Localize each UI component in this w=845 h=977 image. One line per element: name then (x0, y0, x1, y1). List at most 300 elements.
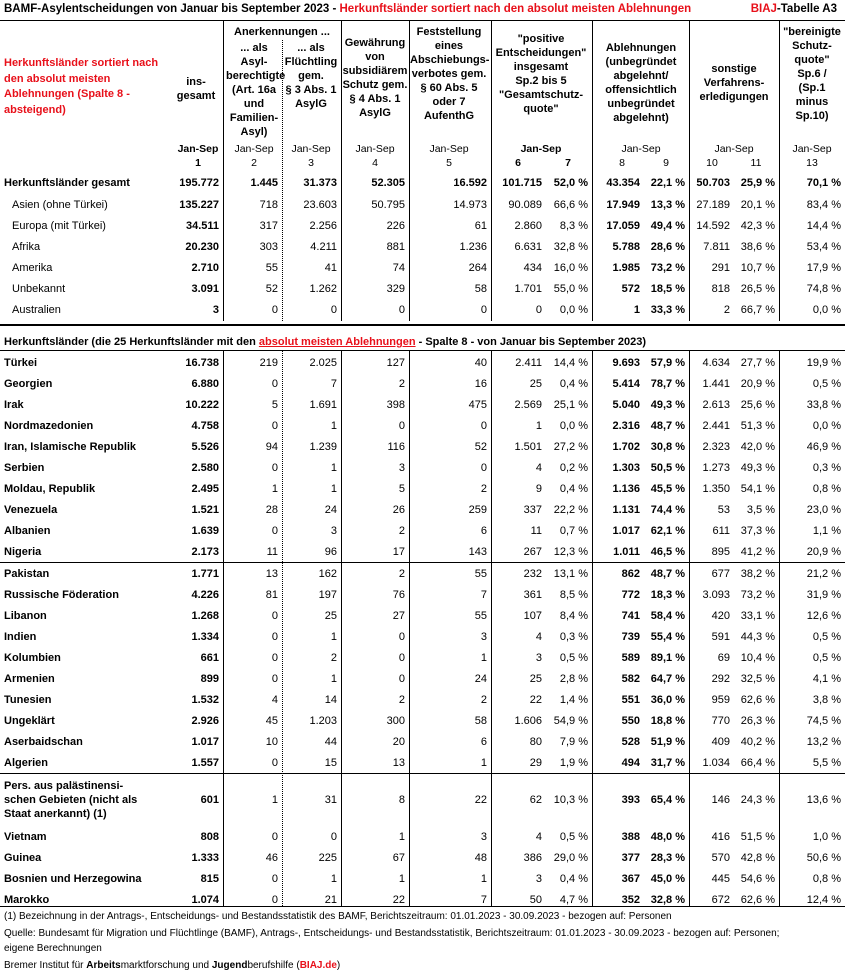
cell-c4: 22 (392, 893, 405, 906)
cell-c9: 28,6 % (650, 240, 685, 253)
cell-c1: 808 (200, 830, 219, 843)
cell-c13: 0,0 % (812, 419, 841, 432)
cell-c5: 16.592 (453, 177, 487, 189)
cell-c3: 1 (330, 672, 337, 685)
cell-c4: 52.305 (371, 177, 405, 189)
cell-c6: 3 (535, 651, 542, 664)
cell-c7: 22,2 % (553, 503, 588, 516)
column-number: 11 (750, 157, 762, 169)
cell-c6: 1.701 (514, 282, 542, 295)
cell-c3: 44 (324, 735, 337, 748)
row-label: Venezuela (4, 503, 58, 516)
cell-c8: 5.414 (612, 377, 640, 390)
cell-c13: 21,2 % (806, 567, 841, 580)
section-title-post: - Spalte 8 - von Januar bis September 2023) (415, 336, 647, 348)
cell-c2: 4 (271, 693, 278, 706)
cell-c5: 0 (480, 419, 487, 432)
table-row (0, 752, 845, 774)
cell-c10: 292 (711, 672, 730, 685)
row-label: Pakistan (4, 567, 50, 580)
row-label: Türkei (4, 356, 38, 369)
period-label: Jan-Sep (429, 143, 469, 155)
cell-c11: 10,4 % (740, 651, 775, 664)
cell-c6: 107 (523, 609, 542, 622)
cell-c11: 26,3 % (740, 714, 775, 727)
table-row (0, 257, 845, 278)
cell-c6: 4 (535, 461, 542, 474)
institute-text: Jugend (211, 960, 248, 971)
cell-c11: 42,0 % (740, 440, 775, 453)
cell-c8: 739 (621, 630, 640, 643)
cell-c11: 49,3 % (740, 461, 775, 474)
cell-c6: 50 (529, 893, 542, 906)
cell-c8: 388 (621, 830, 640, 843)
row-label: Guinea (4, 851, 42, 864)
cell-c1: 10.222 (185, 398, 219, 411)
cell-c13: 0,8 % (812, 872, 841, 885)
cell-c2: 0 (271, 630, 278, 643)
table-row (0, 868, 845, 889)
cell-c11: 42,3 % (740, 219, 775, 232)
cell-c13: 46,9 % (806, 440, 841, 453)
cell-c5: 61 (474, 219, 487, 232)
cell-c4: 0 (398, 651, 405, 664)
cell-c7: 0,7 % (559, 524, 588, 537)
cell-c4: 20 (392, 735, 405, 748)
cell-c5: 58 (474, 714, 487, 727)
cell-c11: 33,1 % (740, 609, 775, 622)
cell-c13: 31,9 % (806, 588, 841, 601)
cell-c8: 352 (621, 893, 640, 906)
cell-c2: 718 (259, 198, 278, 211)
cell-c9: 65,4 % (650, 794, 685, 806)
footnote-1: (1) Bezeichnung in der Antrags-, Entscheidungs- und Bestandsstatistik des BAMF, Berichtszeitraum: 01.01.2023 - 30.09.2023 - bezogen auf: Personen (4, 911, 672, 922)
header-bereinigt: "bereinigte Schutz- quote" Sp.6 / (Sp.1 minus Sp.10) (783, 26, 841, 122)
column-number: 2 (251, 157, 257, 169)
cell-c2: 94 (265, 440, 278, 453)
cell-c9: 73,2 % (650, 261, 685, 274)
cell-c11: 24,3 % (740, 794, 775, 806)
column-number: 13 (806, 157, 818, 169)
cell-c1: 1.557 (191, 756, 219, 769)
table-row (0, 605, 845, 626)
cell-c7: 0,2 % (559, 461, 588, 474)
footnote-source-2: eigene Berechnungen (4, 943, 102, 954)
cell-c2: 0 (271, 419, 278, 432)
cell-c9: 74,4 % (650, 503, 685, 516)
cell-c11: 25,9 % (740, 177, 775, 189)
cell-c8: 43.354 (606, 177, 640, 189)
row-label: Irak (4, 398, 24, 411)
row-label: Ungeklärt (4, 714, 55, 727)
cell-c8: 17.949 (606, 198, 640, 211)
cell-c10: 50.703 (696, 177, 730, 189)
row-label: Georgien (4, 377, 53, 390)
row-label: Vietnam (4, 830, 47, 843)
cell-c4: 17 (392, 545, 405, 558)
cell-c9: 51,9 % (650, 735, 685, 748)
cell-c3: 2.256 (309, 219, 337, 232)
cell-c3: 1.239 (309, 440, 337, 453)
cell-c3: 2 (330, 651, 337, 664)
column-number: 7 (565, 157, 571, 169)
cell-c3: 41 (324, 261, 337, 274)
cell-c4: 5 (398, 482, 405, 495)
cell-c9: 48,7 % (650, 419, 685, 432)
cell-c6: 1.606 (514, 714, 542, 727)
cell-c5: 16 (474, 377, 487, 390)
cell-c13: 70,1 % (806, 177, 841, 189)
cell-c9: 58,4 % (650, 609, 685, 622)
cell-c4: 50.795 (371, 198, 405, 211)
cell-c11: 26,5 % (740, 282, 775, 295)
cell-c9: 30,8 % (650, 440, 685, 453)
cell-c6: 232 (523, 567, 542, 580)
cell-c6: 337 (523, 503, 542, 516)
row-label: Kolumbien (4, 651, 61, 664)
cell-c9: 48,0 % (650, 830, 685, 843)
cell-c6: 29 (529, 756, 542, 769)
cell-c2: 55 (265, 261, 278, 274)
period-label: Jan-Sep (621, 143, 661, 155)
cell-c3: 24 (324, 503, 337, 516)
cell-c10: 1.273 (702, 461, 730, 474)
cell-c11: 73,2 % (740, 588, 775, 601)
cell-c10: 146 (711, 794, 730, 806)
cell-c1: 34.511 (185, 219, 219, 232)
cell-c8: 5.040 (612, 398, 640, 411)
cell-c7: 7,9 % (559, 735, 588, 748)
cell-c2: 0 (271, 872, 278, 885)
cell-c2: 0 (271, 756, 278, 769)
cell-c11: 25,6 % (740, 398, 775, 411)
cell-c1: 3.091 (191, 282, 219, 295)
cell-c10: 4.634 (702, 356, 730, 369)
cell-c3: 15 (324, 756, 337, 769)
title-brand: BIAJ (750, 3, 777, 15)
cell-c2: 13 (265, 567, 278, 580)
cell-c13: 20,9 % (806, 545, 841, 558)
cell-c1: 135.227 (179, 198, 219, 211)
cell-c10: 895 (711, 545, 730, 558)
column-number: 1 (195, 157, 201, 169)
cell-c5: 1 (480, 872, 487, 885)
row-label: Asien (ohne Türkei) (12, 198, 108, 211)
header-asylberechtigte: ... als Asyl- berechtigte (Art. 16a und Familien- Asyl) (226, 42, 286, 138)
header-fluechtling: ... als Flüchtling gem. § 3 Abs. 1 AsylG (284, 42, 338, 110)
cell-c9: 48,7 % (650, 567, 685, 580)
cell-c2: 0 (271, 461, 278, 474)
country-table (0, 352, 845, 910)
cell-c5: 475 (468, 398, 487, 411)
cell-c6: 386 (523, 851, 542, 864)
row-label: Pers. aus palästinensi- schen Gebieten (nicht als Staat anerkannt) (1) (4, 780, 138, 820)
table-title (4, 3, 841, 19)
cell-c8: 1.011 (613, 545, 640, 558)
table-row (0, 215, 845, 236)
cell-c5: 2 (480, 482, 487, 495)
cell-c3: 2.025 (309, 356, 337, 369)
row-label: Russische Föderation (4, 588, 119, 601)
header-positive: "positive Entscheidungen" insgesamt Sp.2 bis 5 "Gesamtschutz- quote" (495, 33, 587, 115)
period-label: Jan-Sep (355, 143, 395, 155)
cell-c1: 1.771 (191, 567, 219, 580)
cell-c13: 1,1 % (812, 524, 841, 537)
cell-c3: 21 (324, 893, 337, 906)
cell-c3: 197 (318, 588, 337, 601)
cell-c10: 7.811 (703, 240, 730, 253)
cell-c8: 1.136 (612, 482, 640, 495)
table-row (0, 647, 845, 668)
cell-c11: 66,4 % (740, 756, 775, 769)
cell-c4: 1 (398, 830, 405, 843)
header-sonstige: sonstige Verfahrens- erledigungen (699, 63, 769, 103)
footnote-source: Quelle: Bundesamt für Migration und Flüchtlinge (BAMF), Antrags-, Entscheidungs- und Bestandsstatistik, Berichtszeitraum: 01.01.2023 - 30.09.2023 - bezogen auf: Personen; (4, 928, 780, 939)
cell-c2: 0 (271, 830, 278, 843)
title-table-id: -Tabelle A3 (776, 3, 837, 15)
cell-c2: 52 (265, 282, 278, 295)
cell-c10: 53 (717, 503, 730, 516)
cell-c8: 772 (621, 588, 640, 601)
table-row (0, 826, 845, 847)
row-label: Marokko (4, 893, 50, 906)
cell-c8: 582 (621, 672, 640, 685)
cell-c2: 0 (271, 672, 278, 685)
cell-c11: 62,6 % (740, 893, 775, 906)
table-row (0, 478, 845, 499)
row-label: Unbekannt (12, 282, 66, 295)
cell-c8: 550 (621, 714, 640, 727)
cell-c2: 1 (271, 482, 278, 495)
cell-c6: 25 (529, 672, 542, 685)
cell-c9: 28,3 % (650, 851, 685, 864)
cell-c4: 74 (392, 261, 405, 274)
cell-c4: 0 (398, 630, 405, 643)
table-row (0, 394, 845, 415)
cell-c4: 3 (398, 461, 405, 474)
cell-c6: 3 (535, 872, 542, 885)
cell-c13: 13,2 % (806, 735, 841, 748)
cell-c4: 0 (398, 303, 405, 316)
cell-c4: 127 (386, 356, 405, 369)
cell-c10: 445 (711, 872, 730, 885)
column-number: 10 (706, 157, 718, 169)
cell-c13: 0,8 % (812, 482, 841, 495)
cell-c7: 12,3 % (553, 545, 588, 558)
cell-c1: 1.334 (191, 630, 219, 643)
cell-c1: 195.772 (179, 177, 219, 189)
section-title (4, 336, 646, 348)
cell-c8: 494 (621, 756, 640, 769)
cell-c10: 570 (711, 851, 730, 864)
cell-c4: 2 (398, 693, 405, 706)
cell-c8: 572 (621, 282, 640, 295)
cell-c9: 78,7 % (650, 377, 685, 390)
summary-table (0, 172, 845, 320)
cell-c5: 58 (474, 282, 487, 295)
cell-c1: 2.926 (191, 714, 219, 727)
row-label: Algerien (4, 756, 49, 769)
cell-c13: 0,0 % (812, 303, 841, 316)
cell-c1: 4.226 (191, 588, 219, 601)
cell-c3: 31 (324, 794, 337, 806)
cell-c7: 8,4 % (559, 609, 588, 622)
cell-c2: 1 (271, 794, 278, 806)
cell-c5: 55 (474, 609, 487, 622)
cell-c1: 1.333 (191, 851, 219, 864)
cell-c10: 291 (711, 261, 730, 274)
table-row (0, 194, 845, 215)
cell-c8: 589 (621, 651, 640, 664)
cell-c10: 611 (712, 524, 730, 537)
cell-c13: 3,8 % (812, 693, 841, 706)
cell-c7: 25,1 % (553, 398, 588, 411)
cell-c5: 6 (480, 524, 487, 537)
cell-c11: 38,2 % (740, 567, 775, 580)
cell-c8: 2.316 (612, 419, 640, 432)
cell-c7: 1,4 % (559, 693, 588, 706)
cell-c5: 259 (468, 503, 487, 516)
cell-c11: 20,9 % (740, 377, 775, 390)
cell-c5: 48 (474, 851, 487, 864)
cell-c5: 0 (480, 303, 487, 316)
cell-c9: 45,0 % (650, 872, 685, 885)
column-number: 3 (308, 157, 314, 169)
cell-c3: 25 (324, 609, 337, 622)
row-label: Libanon (4, 609, 47, 622)
cell-c7: 13,1 % (553, 567, 588, 580)
cell-c13: 0,3 % (812, 461, 841, 474)
cell-c7: 0,4 % (559, 482, 588, 495)
title-subtitle: Herkunftsländer sortiert nach den absolut meisten Ablehnungen (339, 3, 692, 15)
period-label: Jan-Sep (520, 143, 562, 155)
row-label: Tunesien (4, 693, 52, 706)
cell-c8: 5.788 (612, 240, 640, 253)
cell-c6: 2.411 (515, 356, 542, 369)
cell-c11: 3,5 % (746, 503, 775, 516)
cell-c5: 143 (468, 545, 487, 558)
cell-c10: 677 (711, 567, 730, 580)
cell-c7: 0,5 % (559, 651, 588, 664)
row-label: Afrika (12, 240, 41, 253)
cell-c3: 1.203 (309, 714, 337, 727)
cell-c5: 14.973 (453, 198, 487, 211)
cell-c9: 62,1 % (650, 524, 685, 537)
cell-c1: 815 (200, 872, 219, 885)
cell-c6: 11 (530, 524, 542, 537)
column-number: 6 (515, 157, 521, 169)
cell-c9: 13,3 % (650, 198, 685, 211)
cell-c3: 31.373 (303, 177, 337, 189)
cell-c7: 0,5 % (559, 830, 588, 843)
cell-c6: 4 (535, 630, 542, 643)
table-row (0, 352, 845, 373)
cell-c10: 2.613 (702, 398, 730, 411)
cell-c10: 3.093 (702, 588, 730, 601)
cell-c13: 50,6 % (806, 851, 841, 864)
cell-c2: 0 (271, 303, 278, 316)
row-label: Aserbaidschan (4, 735, 83, 748)
cell-c4: 116 (387, 440, 405, 453)
cell-c10: 1.034 (702, 756, 730, 769)
cell-c9: 55,4 % (650, 630, 685, 643)
section-title-highlight: absolut meisten Ablehnungen (258, 336, 416, 348)
cell-c4: 2 (398, 377, 405, 390)
cell-c10: 1.441 (702, 377, 730, 390)
cell-c1: 1.268 (191, 609, 219, 622)
cell-c6: 9 (535, 482, 542, 495)
cell-c4: 27 (392, 609, 405, 622)
cell-c7: 32,8 % (553, 240, 588, 253)
cell-c5: 55 (474, 567, 487, 580)
cell-c3: 7 (330, 377, 337, 390)
cell-c7: 10,3 % (553, 794, 588, 806)
cell-c11: 38,6 % (740, 240, 775, 253)
institute-text: berufshilfe ( (247, 960, 300, 971)
table-row (0, 710, 845, 731)
cell-c4: 2 (398, 524, 405, 537)
table-row (0, 668, 845, 689)
cell-c10: 14.592 (696, 219, 730, 232)
header-left-label: Herkunftsländer sortiert nach den absolut meisten Ablehnungen (Spalte 8 - absteigend) (4, 57, 159, 116)
cell-c1: 2.710 (191, 261, 219, 274)
section-title-pre: Herkunftsländer (die 25 Herkunftsländer mit den (4, 336, 259, 348)
cell-c5: 40 (474, 356, 487, 369)
table-row (0, 499, 845, 520)
cell-c3: 0 (330, 830, 337, 843)
cell-c5: 1 (480, 756, 487, 769)
cell-c6: 1 (535, 419, 542, 432)
cell-c9: 45,5 % (650, 482, 685, 495)
cell-c7: 29,0 % (553, 851, 588, 864)
cell-c13: 83,4 % (806, 198, 841, 211)
table-row (0, 172, 845, 194)
column-number: 9 (663, 157, 669, 169)
cell-c8: 393 (621, 794, 640, 806)
cell-c2: 28 (265, 503, 278, 516)
cell-c1: 1.017 (191, 735, 219, 748)
cell-c8: 1.985 (612, 261, 640, 274)
table-row (0, 299, 845, 320)
cell-c6: 101.715 (502, 177, 542, 189)
table-row (0, 774, 845, 827)
table-row (0, 626, 845, 647)
cell-c3: 1 (330, 872, 337, 885)
cell-c5: 24 (474, 672, 487, 685)
cell-c8: 862 (621, 567, 640, 580)
cell-c1: 1.074 (191, 893, 219, 906)
cell-c5: 7 (480, 893, 487, 906)
cell-c6: 434 (523, 261, 542, 274)
institute-link[interactable]: BIAJ.de (299, 960, 337, 971)
cell-c4: 226 (386, 219, 405, 232)
institute-text: Bremer Institut für (4, 960, 87, 971)
cell-c13: 33,8 % (806, 398, 841, 411)
row-label: Australien (12, 303, 61, 316)
cell-c7: 52,0 % (553, 177, 588, 189)
cell-c3: 1.262 (309, 282, 337, 295)
cell-c6: 0 (535, 303, 542, 316)
institute-text: ) (336, 960, 341, 971)
cell-c8: 1.702 (612, 440, 640, 453)
cell-c5: 264 (468, 261, 487, 274)
cell-c10: 27.189 (696, 198, 730, 211)
cell-c2: 0 (271, 651, 278, 664)
footnote-institute (4, 958, 340, 973)
cell-c1: 1.532 (191, 693, 219, 706)
cell-c8: 1 (633, 303, 640, 316)
cell-c4: 76 (392, 588, 405, 601)
